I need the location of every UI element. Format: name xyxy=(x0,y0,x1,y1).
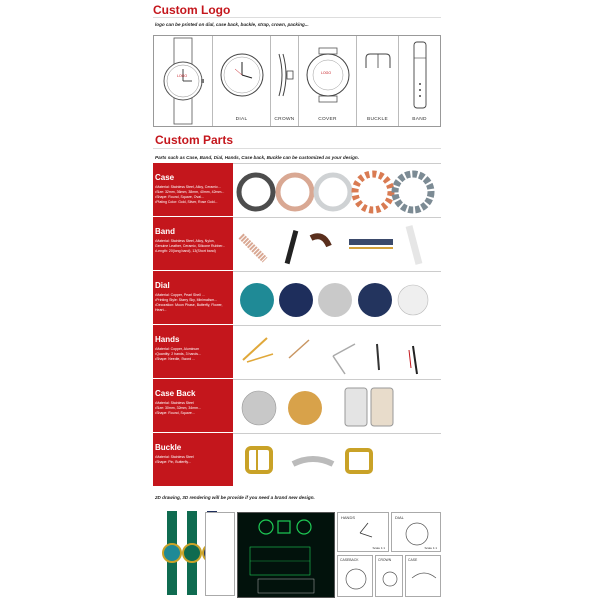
row-detail: •Material: Copper, Pearl Shell ... xyxy=(155,293,205,297)
buckle-images xyxy=(233,433,441,487)
hands-images xyxy=(233,325,441,379)
hands-drawing-box xyxy=(337,512,389,552)
crown-caption: CROWN xyxy=(274,117,295,122)
dial-label-cell xyxy=(153,271,233,325)
row-detail: Genuine Leather, Ceramic, Silicone Rubber... xyxy=(155,244,226,248)
row-detail: •Shape: Round, Square, Oval... xyxy=(155,195,204,199)
custom-logo-title: Custom Logo xyxy=(153,3,231,17)
row-detail: •Shape: Round, Square... xyxy=(155,411,195,415)
caseback-label: CASEBACK xyxy=(340,558,359,562)
row-detail: •Material: Copper, Aluminum xyxy=(155,347,200,351)
row-detail: •Size: 32mm, 36mm, 38mm, 40mm, 42mm... xyxy=(155,190,225,194)
dial-drawing-box xyxy=(391,512,441,552)
custom-logo-subtitle: logo can be printed on dial, case back, buckle, strap, crown, packing... xyxy=(155,22,309,27)
row-detail: •Material: Stainless Steel xyxy=(155,401,194,405)
crown-label: CROWN xyxy=(378,558,392,562)
row-heading: Dial xyxy=(155,281,170,290)
scale-label: Scale 1:1 xyxy=(424,546,437,550)
drawing-subtitle: 2D drawing, 3D rendering will be provide if you need a brand new design. xyxy=(155,495,315,500)
dial-cell xyxy=(212,36,270,126)
parts-row-case-back xyxy=(153,379,441,433)
row-heading: Buckle xyxy=(155,443,182,452)
scale-label: Scale 1:1 xyxy=(372,546,385,550)
row-detail: •Shape: Pin, Butterfly... xyxy=(155,460,191,464)
case-images xyxy=(233,163,441,217)
case-back-label-cell xyxy=(153,379,233,433)
row-heading: Case Back xyxy=(155,389,196,398)
hands-label-cell xyxy=(153,325,233,379)
crown-cell xyxy=(270,36,298,126)
custom-parts-title: Custom Parts xyxy=(155,133,234,147)
row-detail: •Plating Color: Gold, Silver, Rose Gold... xyxy=(155,200,218,204)
band-cell xyxy=(398,36,440,126)
buckle-label-cell xyxy=(153,433,233,487)
row-detail: •Material: Stainless Steel, Alloy, Nylon, xyxy=(155,239,215,243)
hands-label: HANDS xyxy=(341,515,356,520)
case-label-cell xyxy=(153,163,233,217)
dial-images xyxy=(233,271,441,325)
crown-drawing-box xyxy=(375,555,403,597)
cover-logo-mark: LOGO xyxy=(321,71,332,75)
buckle-cell xyxy=(356,36,398,126)
row-detail: •Material: Stainless Steel xyxy=(155,455,194,459)
parts-row-case xyxy=(153,163,441,217)
logo-mark: LOGO xyxy=(177,74,188,78)
dial-label: DIAL xyxy=(395,515,404,520)
row-detail: •Material: Stainless Steel, Alloy, Ceramic... xyxy=(155,185,221,189)
row-heading: Hands xyxy=(155,335,180,344)
parts-row-dial xyxy=(153,271,441,325)
case-back-images xyxy=(233,379,441,433)
caseback-drawing-box xyxy=(337,555,373,597)
custom-parts-subtitle: Parts such as Case, Band, Dial, Hands, Case back, Buckle can be customized as your design. xyxy=(155,155,359,160)
parts-row-hands xyxy=(153,325,441,379)
row-detail: •Size: 30mm, 32mm, 34mm... xyxy=(155,406,201,410)
row-heading: Case xyxy=(155,173,175,182)
band-caption: BAND xyxy=(412,117,427,122)
band-images xyxy=(233,217,441,271)
parts-row-buckle xyxy=(153,433,441,487)
divider xyxy=(153,148,441,149)
case-label: CASE xyxy=(408,558,418,562)
row-heading: Band xyxy=(155,227,175,236)
divider xyxy=(153,17,441,18)
buckle-caption: BUCKLE xyxy=(367,117,388,122)
cover-caption: COVER xyxy=(318,117,337,122)
cad-drawing xyxy=(237,512,335,598)
band-label-cell xyxy=(153,217,233,271)
dial-caption: DIAL xyxy=(235,117,248,122)
case-drawing-box xyxy=(405,555,441,597)
row-detail: •Length: 20(long band), 13(Short band) xyxy=(155,249,216,253)
row-detail: •Shape: Needle, Sword ... xyxy=(155,357,196,361)
row-detail: •Decoration: Moon Phase, Butterfly, Flower, xyxy=(155,303,223,307)
logo-placement-panel xyxy=(153,35,441,127)
row-detail: Heart... xyxy=(155,308,167,312)
cover-cell xyxy=(298,36,356,126)
row-detail: •Quantity: 2 hands, 3 hands... xyxy=(155,352,201,356)
row-detail: •Printing Style: Starry Sky, Minimalism... xyxy=(155,298,218,302)
spec-sheet xyxy=(205,512,235,596)
parts-row-band xyxy=(153,217,441,271)
watch-illustration xyxy=(154,36,212,126)
